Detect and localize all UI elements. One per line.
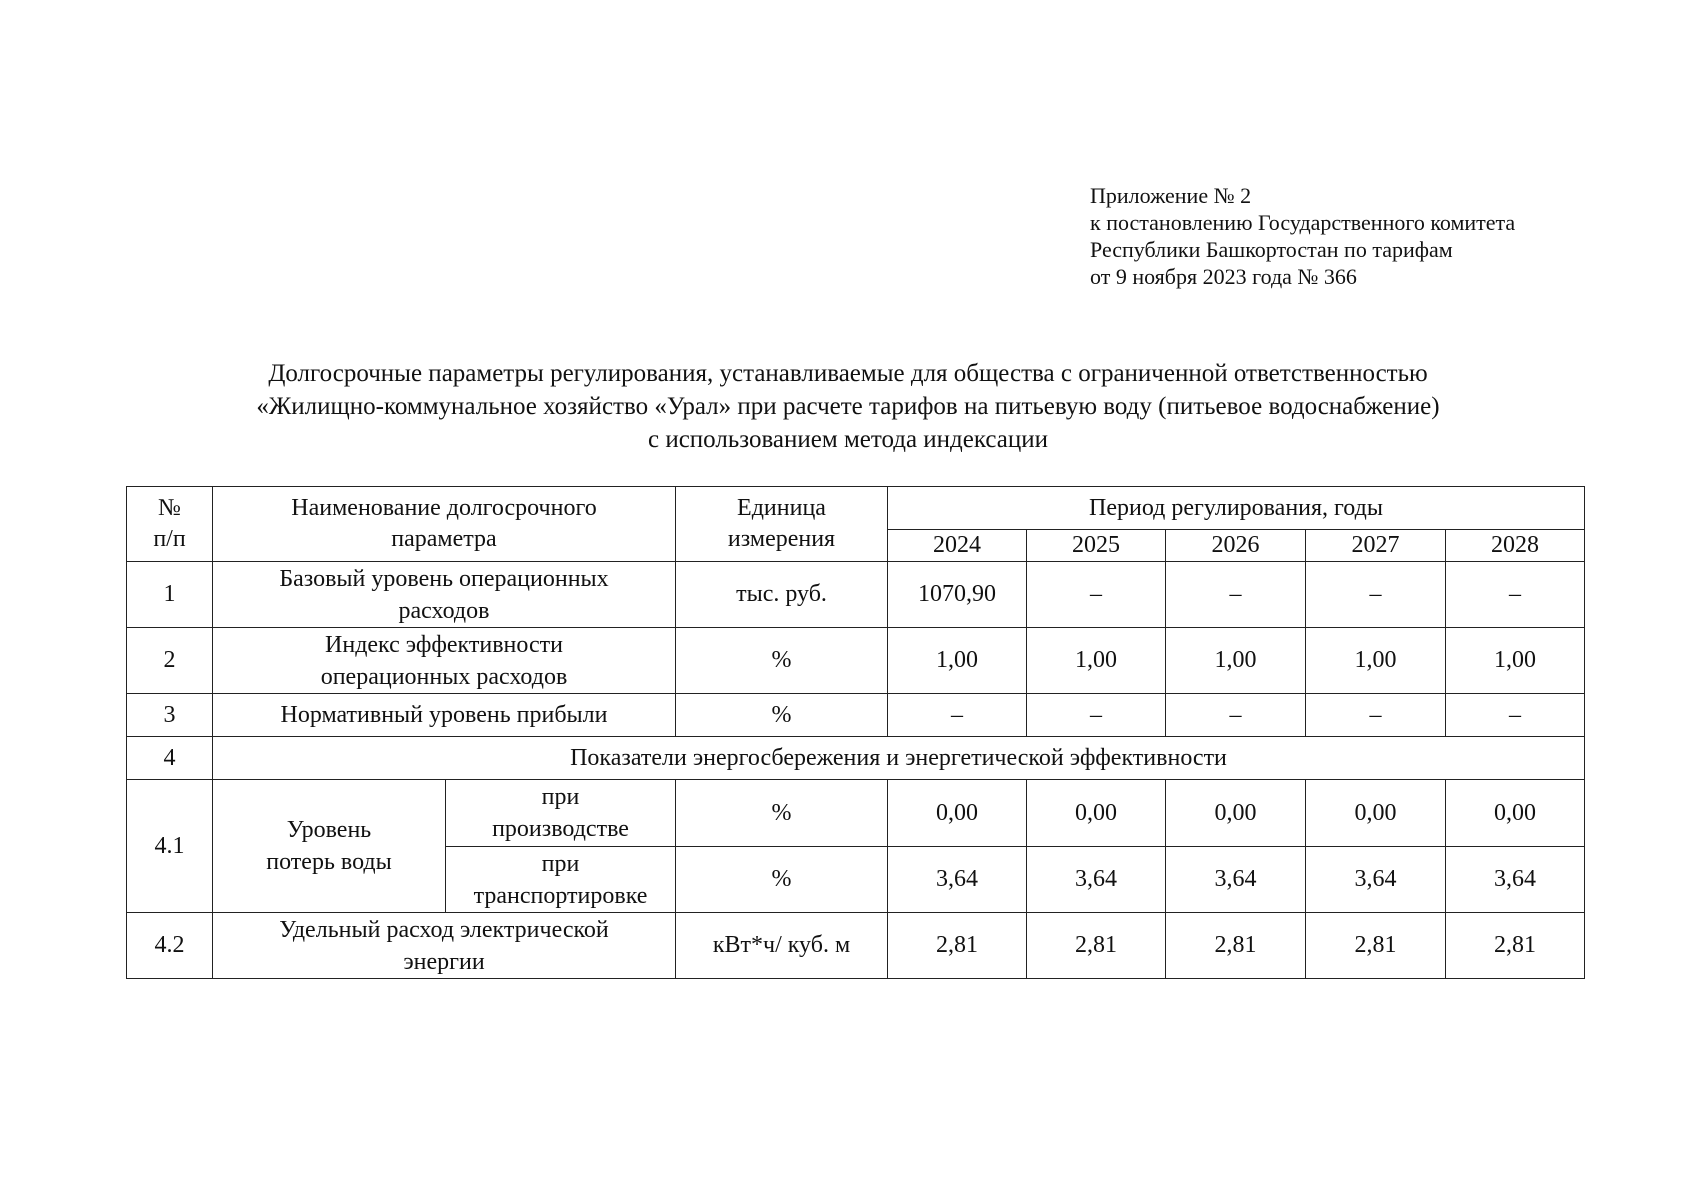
cell-value: – (1306, 694, 1446, 737)
year-2026: 2026 (1166, 530, 1306, 562)
cell-value: 0,00 (1446, 780, 1585, 847)
row-unit: % (676, 780, 888, 847)
row-unit: тыс. руб. (676, 562, 888, 628)
row-num: 1 (127, 562, 213, 628)
parameters-table (126, 486, 1585, 979)
year-2027: 2027 (1306, 530, 1446, 562)
table-row (127, 694, 1585, 737)
cell-value: 3,64 (1027, 847, 1166, 913)
header-period: Период регулирования, годы (888, 487, 1585, 530)
document-title (120, 357, 1576, 456)
cell-value: 1,00 (1306, 628, 1446, 694)
cell-value: 2,81 (1027, 913, 1166, 979)
cell-value: 1,00 (888, 628, 1027, 694)
cell-value: 2,81 (1306, 913, 1446, 979)
header-name: Наименование долгосрочного параметра (213, 487, 676, 562)
cell-value: 2,81 (1166, 913, 1306, 979)
row-name: Уровень потерь воды (213, 780, 446, 913)
table-row (127, 913, 1585, 979)
row-name: Удельный расход электрической энергии (213, 913, 676, 979)
row-unit: % (676, 847, 888, 913)
title-line: Долгосрочные параметры регулирования, устанавливаемые для общества с ограниченной ответственностью (268, 360, 1428, 387)
cell-value: – (1166, 694, 1306, 737)
cell-value: – (1166, 562, 1306, 628)
title-line: с использованием метода индексации (647, 426, 1049, 453)
cell-value: – (1027, 694, 1166, 737)
cell-value: 0,00 (888, 780, 1027, 847)
cell-value: 0,00 (1027, 780, 1166, 847)
table-row (127, 780, 1585, 847)
header-row (127, 487, 1585, 530)
table-row (127, 628, 1585, 694)
section-heading: Показатели энергосбережения и энергетической эффективности (213, 737, 1585, 780)
cell-value: – (1027, 562, 1166, 628)
cell-value: 3,64 (888, 847, 1027, 913)
row-num: 2 (127, 628, 213, 694)
title-line: «Жилищно-коммунальное хозяйство «Урал» при расчете тарифов на питьевую воду (питьевое водоснабжение) (256, 393, 1440, 420)
row-unit: кВт*ч/ куб. м (676, 913, 888, 979)
year-2024: 2024 (888, 530, 1027, 562)
sub-row-label: при транспортировке (446, 847, 676, 913)
row-num: 4 (127, 737, 213, 780)
row-unit: % (676, 628, 888, 694)
year-2025: 2025 (1027, 530, 1166, 562)
cell-value: – (1306, 562, 1446, 628)
cell-value: 1070,90 (888, 562, 1027, 628)
table-row (127, 562, 1585, 628)
row-num: 4.2 (127, 913, 213, 979)
row-name: Базовый уровень операционных расходов (213, 562, 676, 628)
cell-value: – (888, 694, 1027, 737)
cell-value: 3,64 (1166, 847, 1306, 913)
cell-value: – (1446, 694, 1585, 737)
cell-value: 3,64 (1446, 847, 1585, 913)
cell-value: 2,81 (1446, 913, 1585, 979)
cell-value: 1,00 (1446, 628, 1585, 694)
cell-value: 1,00 (1027, 628, 1166, 694)
cell-value: – (1446, 562, 1585, 628)
row-name: Индекс эффективности операционных расходов (213, 628, 676, 694)
appendix-line: Республики Башкортостан по тарифам (1090, 237, 1453, 262)
row-num: 3 (127, 694, 213, 737)
appendix-line: от 9 ноября 2023 года № 366 (1090, 264, 1357, 289)
table-row (127, 737, 1585, 780)
year-2028: 2028 (1446, 530, 1585, 562)
cell-value: 1,00 (1166, 628, 1306, 694)
cell-value: 3,64 (1306, 847, 1446, 913)
header-num: № п/п (127, 487, 213, 562)
row-num: 4.1 (127, 780, 213, 913)
row-name: Нормативный уровень прибыли (213, 694, 676, 737)
cell-value: 0,00 (1166, 780, 1306, 847)
sub-row-label: при производстве (446, 780, 676, 847)
cell-value: 0,00 (1306, 780, 1446, 847)
appendix-line: к постановлению Государственного комитета (1090, 210, 1516, 235)
appendix-note (1090, 182, 1515, 290)
row-unit: % (676, 694, 888, 737)
cell-value: 2,81 (888, 913, 1027, 979)
appendix-line: Приложение № 2 (1090, 183, 1252, 208)
header-unit: Единица измерения (676, 487, 888, 562)
